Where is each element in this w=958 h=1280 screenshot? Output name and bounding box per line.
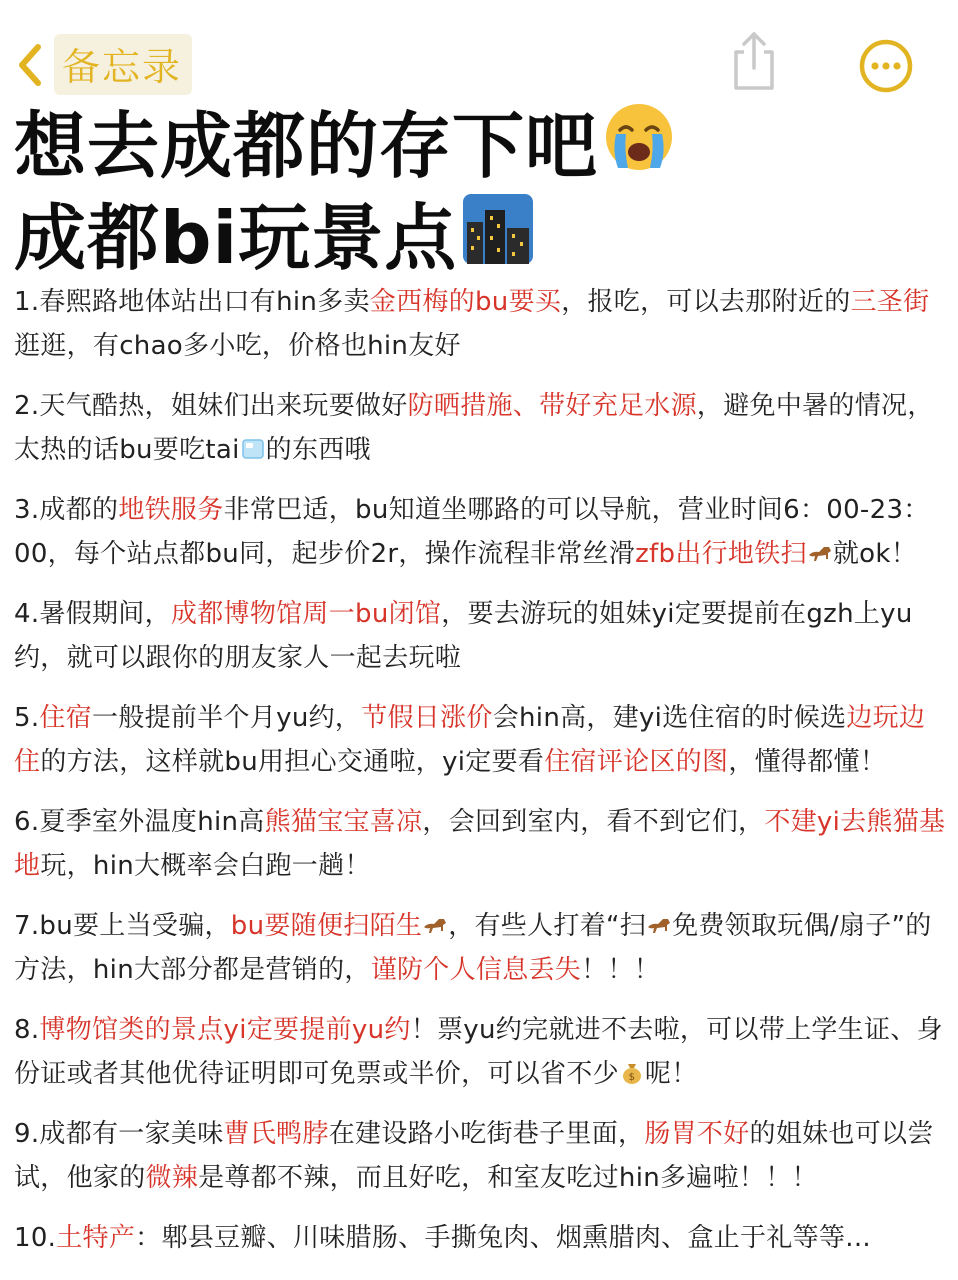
more-icon [858, 79, 914, 98]
text: ，有些人打着“扫 [448, 911, 647, 941]
text: ，懂得都懂！ [728, 747, 887, 777]
highlight: 住宿评论区的图 [544, 747, 729, 777]
title-line-2 [14, 192, 944, 284]
text: 呢！ [644, 1059, 698, 1089]
text: 非常巴适，bu知道坐哪路的可以导航，营业时间6：00-23：00，每个站点都bu同，起步价2r，操作流程非常丝滑 [14, 495, 930, 569]
text: 6.夏季室外温度hin高 [14, 807, 265, 837]
text: 会hin高，建yi选住宿的时候选 [492, 703, 847, 733]
text: ！票yu约完就进不去啦，可以带上学生证、身份证或者其他优待证明即可免票或半价，可以省不少 [14, 1015, 943, 1089]
highlight: 肠胃不好 [644, 1119, 750, 1149]
note-body [14, 280, 950, 1276]
list-item-2 [14, 384, 950, 472]
highlight: 地铁服务 [118, 495, 224, 525]
list-item-4 [14, 592, 950, 680]
title-line-1 [14, 100, 944, 192]
highlight: bu要随便扫陌生 [230, 911, 423, 941]
night-city-icon [457, 192, 535, 284]
text: ！！！ [581, 955, 660, 985]
svg-text:$: $ [628, 1072, 636, 1083]
share-button[interactable] [728, 30, 780, 96]
back-label: 备忘录 [54, 34, 192, 95]
note-title [14, 100, 944, 284]
text: 4.暑假期间， [14, 599, 171, 629]
list-item-5 [14, 696, 950, 784]
title-text-2: 成都bi玩景点 [14, 196, 458, 280]
list-item-7 [14, 904, 950, 992]
highlight: 节假日涨价 [361, 703, 493, 733]
text: ：郫县豆瓣、川味腊肠、手撕兔肉、烟熏腊肉、盒止于礼等等... [135, 1223, 871, 1253]
text: 5. [14, 703, 40, 733]
text: 10. [14, 1223, 57, 1253]
horse-icon [807, 541, 833, 565]
list-item-9 [14, 1112, 950, 1200]
highlight: zfb出行地铁扫 [635, 539, 807, 569]
text: 7.bu要上当受骗， [14, 911, 231, 941]
highlight: 住宿 [39, 703, 93, 733]
back-button[interactable] [14, 34, 192, 95]
highlight: 曹氏鸭脖 [223, 1119, 329, 1149]
text: ，报吃，可以去那附近的 [561, 287, 851, 317]
text: 的姐妹也可以尝试，他家的 [14, 1119, 934, 1193]
highlight: 博物馆类的景点yi定要提前yu约 [39, 1015, 411, 1045]
highlight: 成都博物馆周一bu闭馆 [170, 599, 442, 629]
text: 8. [14, 1015, 40, 1045]
text: 在建设路小吃街巷子里面， [328, 1119, 645, 1149]
highlight: 防晒措施、带好充足水源 [407, 391, 697, 421]
list-item-8 [14, 1008, 950, 1096]
highlight: 不建yi去熊猫基地 [14, 807, 946, 881]
highlight: 金西梅的bu要买 [369, 287, 562, 317]
text: 免费领取玩偶/扇子”的方法，hin大部分都是营销的， [14, 911, 932, 985]
highlight: 谨防个人信息丢失 [370, 955, 582, 985]
highlight: 微辣 [145, 1163, 199, 1193]
text: 的东西哦 [265, 435, 371, 465]
nav-bar [0, 0, 958, 100]
chevron-left-icon [14, 41, 44, 89]
text: ，要去游玩的姐妹yi定要提前在gzh上yu约，就可以跟你的朋友家人一起去玩啦 [14, 599, 913, 673]
title-text-1: 想去成都的存下吧 [14, 104, 599, 188]
text: 9.成都有一家美味 [14, 1119, 224, 1149]
text: 的方法，这样就bu用担心交通啦，yi定要看 [40, 747, 545, 777]
list-item-1 [14, 280, 950, 368]
text: ，会回到室内，看不到它们， [422, 807, 765, 837]
text: 3.成都的 [14, 495, 119, 525]
text: 1.春熙路地体站出口有hin多卖 [14, 287, 370, 317]
list-item-10 [14, 1216, 950, 1260]
text: 2.天气酷热，姐妹们出来玩要做好 [14, 391, 408, 421]
share-icon [728, 77, 780, 96]
text: 逛逛，有chao多小吃，价格也hin友好 [14, 331, 461, 361]
highlight: 熊猫宝宝喜凉 [264, 807, 423, 837]
horse-icon [422, 913, 448, 937]
highlight: 土特产 [56, 1223, 136, 1253]
horse-icon [646, 913, 672, 937]
text: 一般提前半个月yu约， [92, 703, 362, 733]
more-button[interactable] [858, 38, 914, 98]
text: 是尊都不辣，而且好吃，和室友吃过hin多遍啦！！！ [198, 1163, 818, 1193]
text: 玩，hin大概率会白跑一趟！ [40, 851, 371, 881]
highlight: 边玩边住 [14, 703, 926, 777]
crying-face-icon [598, 100, 676, 192]
highlight: 三圣街 [850, 287, 930, 317]
text: 就ok！ [832, 539, 917, 569]
ice-cube-icon [240, 437, 266, 461]
money-bag-icon [619, 1061, 645, 1085]
text: ，避免中暑的情况，太热的话bu要吃tai [14, 391, 934, 465]
list-item-6 [14, 800, 950, 888]
list-item-3 [14, 488, 950, 576]
